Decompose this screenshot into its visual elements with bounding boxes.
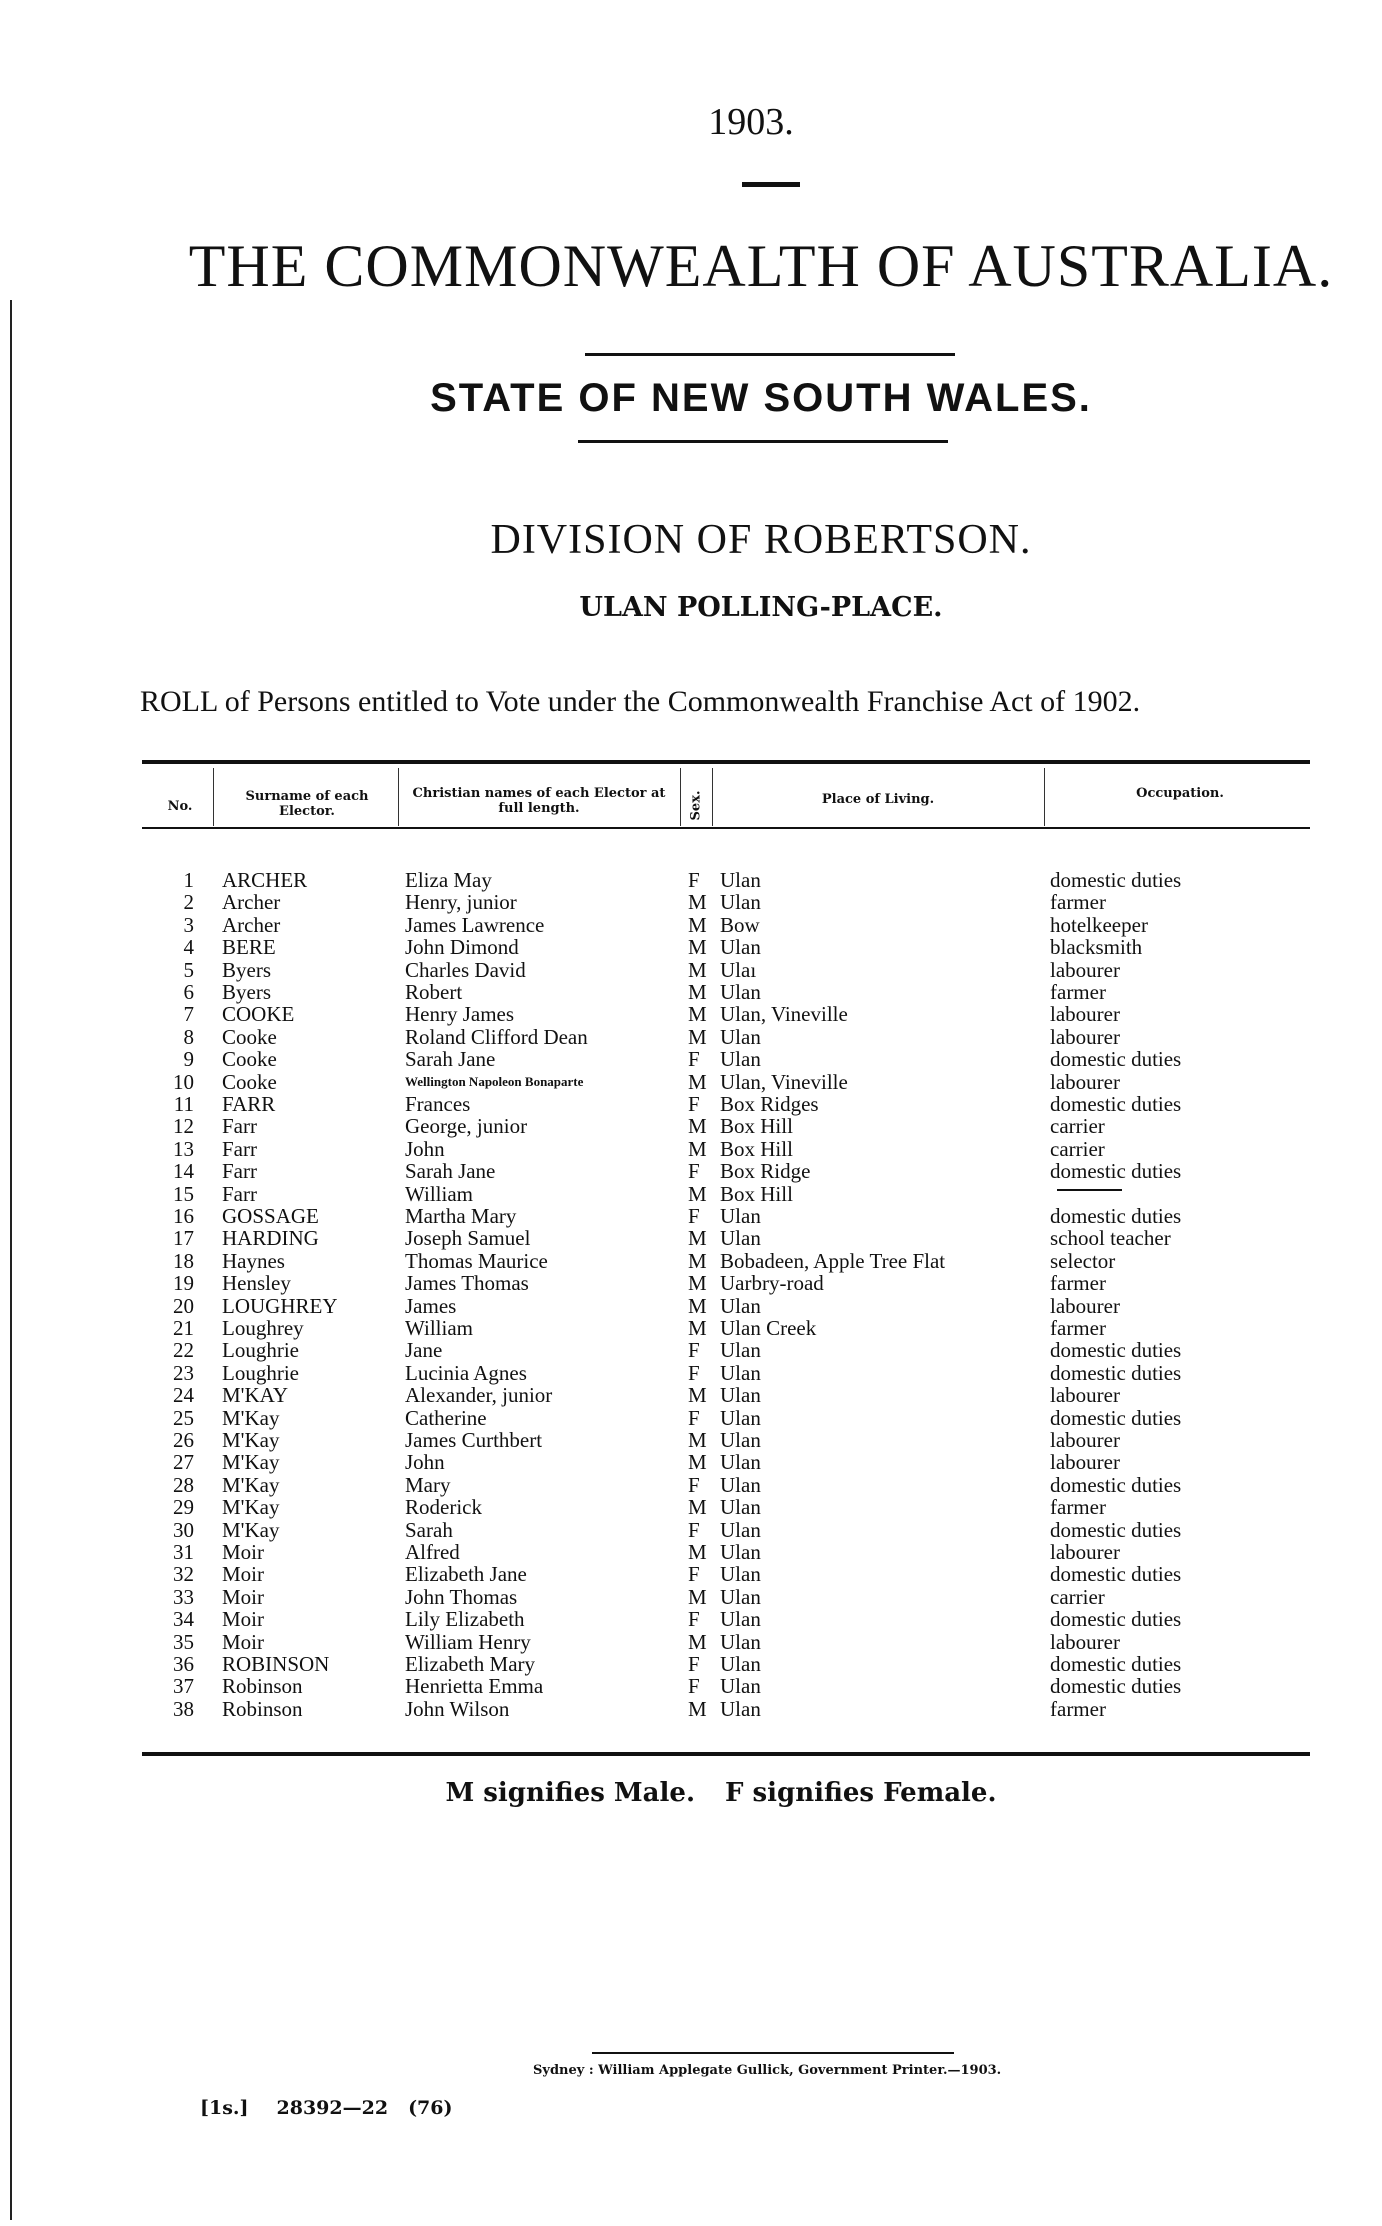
cell-surname: M'KAY <box>222 1383 289 1407</box>
cell-number: 37 <box>173 1674 194 1698</box>
table-row <box>0 1450 1382 1472</box>
table-row <box>0 1518 1382 1540</box>
cell-number: 24 <box>173 1383 194 1407</box>
cell-occupation: labourer <box>1050 1383 1120 1407</box>
table-row <box>0 1204 1382 1226</box>
cell-christian-names: Joseph Samuel <box>405 1226 531 1250</box>
cell-surname: Farr <box>222 1114 257 1138</box>
cell-christian-names: Robert <box>405 980 463 1004</box>
cell-surname: Archer <box>222 913 281 937</box>
cell-number: 18 <box>173 1249 194 1273</box>
table-row <box>0 958 1382 980</box>
table-row <box>0 1674 1382 1696</box>
column-header-christian: Christian names of each Elector at full length. <box>412 786 666 816</box>
cell-place-of-living: Bobadeen, Apple Tree Flat <box>720 1249 946 1273</box>
cell-number: 2 <box>183 890 194 914</box>
cell-sex: M <box>688 958 707 982</box>
year-divider <box>742 182 800 187</box>
cell-christian-names: John <box>405 1137 445 1161</box>
cell-surname: Farr <box>222 1182 257 1206</box>
cell-number: 14 <box>173 1159 194 1183</box>
cell-christian-names: Jane <box>405 1338 443 1362</box>
column-header-place: Place of Living. <box>821 792 935 807</box>
cell-surname: Moir <box>222 1562 264 1586</box>
cell-place-of-living: Ulan <box>720 1383 761 1407</box>
cell-surname: Moir <box>222 1585 264 1609</box>
cell-sex: M <box>688 1697 707 1721</box>
cell-place-of-living: Ulan <box>720 1630 761 1654</box>
table-row <box>0 1473 1382 1495</box>
cell-occupation: domestic duties <box>1050 1473 1182 1497</box>
cell-occupation: domestic duties <box>1050 1562 1182 1586</box>
cell-sex: F <box>688 1406 700 1430</box>
cell-place-of-living: Ulan <box>720 1652 761 1676</box>
cell-christian-names: Sarah <box>405 1518 453 1542</box>
cell-surname: Moir <box>222 1607 264 1631</box>
cell-sex: F <box>688 1473 700 1497</box>
table-row <box>0 1495 1382 1517</box>
cell-surname: Robinson <box>222 1697 303 1721</box>
printer-imprint: Sydney : William Applegate Gullick, Government Printer.—1903. <box>533 2063 1002 2078</box>
table-row <box>0 1002 1382 1024</box>
column-header-sex: Sex. <box>688 790 704 821</box>
cell-occupation: school teacher <box>1050 1226 1171 1250</box>
cell-number: 28 <box>173 1473 194 1497</box>
cell-number: 36 <box>173 1652 194 1676</box>
table-row <box>0 1361 1382 1383</box>
cell-occupation: carrier <box>1050 1137 1105 1161</box>
cell-occupation: labourer <box>1050 1428 1120 1452</box>
cell-place-of-living: Ulan <box>720 1428 761 1452</box>
cell-surname: M'Kay <box>222 1450 280 1474</box>
cell-sex: M <box>688 1070 707 1094</box>
table-row <box>0 1607 1382 1629</box>
cell-sex: M <box>688 1585 707 1609</box>
table-header-rule <box>142 827 1310 829</box>
table-row <box>0 868 1382 890</box>
cell-occupation: domestic duties <box>1050 1652 1182 1676</box>
table-row <box>0 1070 1382 1092</box>
table-row <box>0 1562 1382 1584</box>
cell-christian-names: Henry James <box>405 1002 515 1026</box>
table-row <box>0 1159 1382 1181</box>
cell-sex: M <box>688 1294 707 1318</box>
cell-place-of-living: Ulan <box>720 890 761 914</box>
cell-place-of-living: Box Hill <box>720 1137 793 1161</box>
cell-christian-names: Henry, junior <box>405 890 517 914</box>
cell-occupation: farmer <box>1050 1271 1106 1295</box>
cell-sex: F <box>688 1338 700 1362</box>
cell-sex: M <box>688 1450 707 1474</box>
cell-place-of-living: Ulan, Vineville <box>720 1070 848 1094</box>
state-top-rule <box>585 353 955 356</box>
table-row <box>0 1338 1382 1360</box>
cell-sex: M <box>688 1226 707 1250</box>
cell-place-of-living: Ulan <box>720 1585 761 1609</box>
table-row <box>0 1092 1382 1114</box>
cell-sex: M <box>688 1137 707 1161</box>
cell-sex: M <box>688 1428 707 1452</box>
year-heading: 1903. <box>708 101 794 143</box>
cell-number: 10 <box>173 1070 194 1094</box>
legend-male: M signifies Male. <box>445 1778 695 1808</box>
cell-occupation: farmer <box>1050 1495 1106 1519</box>
table-row <box>0 1540 1382 1562</box>
cell-place-of-living: Ulan <box>720 1294 761 1318</box>
cell-christian-names: James <box>405 1294 457 1318</box>
cell-number: 3 <box>183 913 194 937</box>
cell-sex: M <box>688 1383 707 1407</box>
cell-sex: F <box>688 1092 700 1116</box>
cell-number: 26 <box>173 1428 194 1452</box>
cell-sex: M <box>688 1495 707 1519</box>
cell-number: 7 <box>183 1002 194 1026</box>
cell-surname: BERE <box>222 935 276 959</box>
cell-sex: M <box>688 935 707 959</box>
cell-christian-names: Lily Elizabeth <box>405 1607 525 1631</box>
cell-christian-names: John Wilson <box>405 1697 510 1721</box>
cell-surname: M'Kay <box>222 1473 280 1497</box>
cell-occupation: farmer <box>1050 1316 1106 1340</box>
cell-number: 12 <box>173 1114 194 1138</box>
cell-surname: GOSSAGE <box>222 1204 319 1228</box>
column-divider <box>712 768 713 826</box>
cell-occupation: farmer <box>1050 890 1106 914</box>
cell-number: 16 <box>173 1204 194 1228</box>
cell-sex: M <box>688 1025 707 1049</box>
cell-place-of-living: Ulan <box>720 1697 761 1721</box>
cell-christian-names: Eliza May <box>405 868 492 892</box>
cell-surname: Moir <box>222 1630 264 1654</box>
cell-number: 21 <box>173 1316 194 1340</box>
table-row <box>0 913 1382 935</box>
cell-surname: Loughrie <box>222 1338 299 1362</box>
cell-occupation: labourer <box>1050 1025 1120 1049</box>
cell-sex: F <box>688 1562 700 1586</box>
cell-place-of-living: Ulan <box>720 980 761 1004</box>
cell-christian-names: Alexander, junior <box>405 1383 553 1407</box>
cell-sex: F <box>688 868 700 892</box>
cell-occupation: domestic duties <box>1050 868 1182 892</box>
cell-occupation: domestic duties <box>1050 1607 1182 1631</box>
cell-occupation: carrier <box>1050 1585 1105 1609</box>
cell-place-of-living: Ulan <box>720 1361 761 1385</box>
cell-number: 5 <box>183 958 194 982</box>
cell-sex: M <box>688 980 707 1004</box>
cell-occupation: domestic duties <box>1050 1159 1182 1183</box>
ref-code: [1s.] <box>200 2097 249 2119</box>
cell-christian-names: Charles David <box>405 958 526 982</box>
table-row <box>0 980 1382 1002</box>
column-header-no: No. <box>167 799 193 814</box>
cell-surname: HARDING <box>222 1226 319 1250</box>
cell-surname: Cooke <box>222 1070 277 1094</box>
state-title: STATE OF NEW SOUTH WALES. <box>430 376 1092 420</box>
cell-surname: Cooke <box>222 1047 277 1071</box>
table-row <box>0 1025 1382 1047</box>
cell-number: 35 <box>173 1630 194 1654</box>
cell-occupation: labourer <box>1050 1002 1120 1026</box>
cell-christian-names: Henrietta Emma <box>405 1674 544 1698</box>
cell-place-of-living: Ulan <box>720 1562 761 1586</box>
cell-number: 20 <box>173 1294 194 1318</box>
cell-occupation: domestic duties <box>1050 1361 1182 1385</box>
cell-number: 23 <box>173 1361 194 1385</box>
table-row <box>0 1406 1382 1428</box>
commonwealth-title: THE COMMONWEALTH OF AUSTRALIA. <box>188 233 1334 299</box>
cell-occupation: selector <box>1050 1249 1116 1273</box>
cell-christian-names: James Thomas <box>405 1271 529 1295</box>
table-row <box>0 890 1382 912</box>
cell-sex: M <box>688 1316 707 1340</box>
cell-number: 9 <box>183 1047 194 1071</box>
cell-place-of-living: Ulan <box>720 1607 761 1631</box>
cell-occupation: domestic duties <box>1050 1092 1182 1116</box>
cell-place-of-living: Ulan <box>720 1406 761 1430</box>
cell-place-of-living: Ulan <box>720 868 761 892</box>
cell-place-of-living: Ulan, Vineville <box>720 1002 848 1026</box>
column-header-surname: Surname of each Elector. <box>245 789 369 819</box>
cell-christian-names: Elizabeth Mary <box>405 1652 536 1676</box>
table-row <box>0 935 1382 957</box>
cell-surname: M'Kay <box>222 1406 280 1430</box>
cell-christian-names: Lucinia Agnes <box>405 1361 527 1385</box>
cell-sex: M <box>688 913 707 937</box>
cell-christian-names: Sarah Jane <box>405 1159 496 1183</box>
legend-female: F signifies Female. <box>725 1778 997 1808</box>
cell-surname: Farr <box>222 1159 257 1183</box>
cell-place-of-living: Ulan <box>720 1540 761 1564</box>
cell-occupation: farmer <box>1050 1697 1106 1721</box>
cell-sex: M <box>688 1249 707 1273</box>
table-row <box>0 1630 1382 1652</box>
cell-christian-names: John <box>405 1450 445 1474</box>
cell-surname: LOUGHREY <box>222 1294 338 1318</box>
cell-place-of-living: Ulan <box>720 935 761 959</box>
occupation-blank-dash <box>1057 1189 1122 1191</box>
cell-christian-names: George, junior <box>405 1114 528 1138</box>
cell-number: 6 <box>183 980 194 1004</box>
cell-surname: M'Kay <box>222 1518 280 1542</box>
cell-number: 31 <box>173 1540 194 1564</box>
table-row <box>0 1697 1382 1719</box>
cell-occupation: farmer <box>1050 980 1106 1004</box>
cell-number: 32 <box>173 1562 194 1586</box>
cell-sex: F <box>688 1361 700 1385</box>
cell-sex: M <box>688 1271 707 1295</box>
cell-surname: COOKE <box>222 1002 295 1026</box>
cell-sex: M <box>688 1182 707 1206</box>
cell-number: 13 <box>173 1137 194 1161</box>
table-row <box>0 1652 1382 1674</box>
column-header-occupation: Occupation. <box>1136 786 1224 801</box>
cell-place-of-living: Ulan Creek <box>720 1316 817 1340</box>
cell-place-of-living: Bow <box>720 913 760 937</box>
column-divider <box>1044 768 1045 826</box>
cell-sex: F <box>688 1652 700 1676</box>
cell-occupation: labourer <box>1050 1630 1120 1654</box>
cell-place-of-living: Box Hill <box>720 1114 793 1138</box>
column-divider <box>398 768 399 826</box>
cell-occupation: labourer <box>1050 1294 1120 1318</box>
cell-number: 17 <box>173 1226 194 1250</box>
cell-place-of-living: Box Ridge <box>720 1159 811 1183</box>
cell-sex: M <box>688 1540 707 1564</box>
cell-sex: F <box>688 1159 700 1183</box>
cell-number: 1 <box>183 868 194 892</box>
cell-sex: M <box>688 1114 707 1138</box>
cell-christian-names: Roderick <box>405 1495 482 1519</box>
cell-sex: F <box>688 1607 700 1631</box>
cell-surname: M'Kay <box>222 1495 280 1519</box>
cell-sex: F <box>688 1674 700 1698</box>
cell-christian-names: William Henry <box>405 1630 531 1654</box>
cell-number: 38 <box>173 1697 194 1721</box>
table-row <box>0 1137 1382 1159</box>
cell-surname: Haynes <box>222 1249 285 1273</box>
cell-place-of-living: Ulan <box>720 1047 761 1071</box>
polling-place-title: ULAN POLLING-PLACE. <box>579 592 943 623</box>
table-bottom-rule <box>142 1752 1310 1756</box>
reference-line <box>200 2097 452 2119</box>
cell-place-of-living: Ulan <box>720 1226 761 1250</box>
cell-occupation: hotelkeeper <box>1050 913 1148 937</box>
cell-sex: M <box>688 890 707 914</box>
cell-number: 11 <box>173 1092 194 1116</box>
cell-surname: FARR <box>222 1092 276 1116</box>
table-row <box>0 1114 1382 1136</box>
cell-christian-names: Frances <box>405 1092 471 1116</box>
cell-christian-names: Mary <box>405 1473 451 1497</box>
cell-place-of-living: Box Ridges <box>720 1092 819 1116</box>
cell-occupation: blacksmith <box>1050 935 1143 959</box>
cell-christian-names: Thomas Maurice <box>405 1249 548 1273</box>
cell-occupation: carrier <box>1050 1114 1105 1138</box>
cell-christian-names: William <box>405 1182 473 1206</box>
cell-surname: Moir <box>222 1540 264 1564</box>
table-row <box>0 1294 1382 1316</box>
table-top-rule <box>142 760 1310 764</box>
ref-page: (76) <box>408 2097 453 2119</box>
cell-surname: ARCHER <box>222 868 308 892</box>
cell-number: 34 <box>173 1607 194 1631</box>
table-row <box>0 1383 1382 1405</box>
cell-number: 8 <box>183 1025 194 1049</box>
cell-christian-names: Catherine <box>405 1406 487 1430</box>
cell-number: 19 <box>173 1271 194 1295</box>
cell-place-of-living: Ulan <box>720 1495 761 1519</box>
sex-legend <box>0 1778 1382 1808</box>
cell-surname: Loughrie <box>222 1361 299 1385</box>
cell-surname: Loughrey <box>222 1316 304 1340</box>
cell-christian-names: John Thomas <box>405 1585 518 1609</box>
cell-occupation: labourer <box>1050 1540 1120 1564</box>
cell-christian-names: Roland Clifford Dean <box>405 1025 588 1049</box>
cell-occupation: domestic duties <box>1050 1338 1182 1362</box>
cell-place-of-living: Ulan <box>720 1025 761 1049</box>
cell-christian-names: Alfred <box>405 1540 460 1564</box>
cell-place-of-living: Ulan <box>720 1518 761 1542</box>
column-divider <box>213 768 214 826</box>
state-bottom-rule <box>578 440 948 443</box>
cell-occupation: domestic duties <box>1050 1204 1182 1228</box>
cell-occupation: domestic duties <box>1050 1406 1182 1430</box>
table-row <box>0 1249 1382 1271</box>
cell-place-of-living: Ulan <box>720 1338 761 1362</box>
cell-occupation: domestic duties <box>1050 1518 1182 1542</box>
cell-christian-names: James Lawrence <box>405 913 545 937</box>
table-row <box>0 1428 1382 1450</box>
table-row <box>0 1316 1382 1338</box>
cell-occupation: labourer <box>1050 958 1120 982</box>
cell-number: 25 <box>173 1406 194 1430</box>
cell-christian-names: Sarah Jane <box>405 1047 496 1071</box>
cell-surname: Cooke <box>222 1025 277 1049</box>
cell-number: 29 <box>173 1495 194 1519</box>
cell-number: 15 <box>173 1182 194 1206</box>
cell-surname: Hensley <box>222 1271 291 1295</box>
cell-number: 33 <box>173 1585 194 1609</box>
cell-christian-names: William <box>405 1316 473 1340</box>
cell-place-of-living: Ulan <box>720 1473 761 1497</box>
printer-rule <box>592 2052 954 2054</box>
cell-occupation: labourer <box>1050 1070 1120 1094</box>
cell-sex: F <box>688 1518 700 1542</box>
cell-sex: F <box>688 1047 700 1071</box>
cell-christian-names: John Dimond <box>405 935 519 959</box>
table-row <box>0 1226 1382 1248</box>
cell-number: 27 <box>173 1450 194 1474</box>
cell-surname: Byers <box>222 958 271 982</box>
cell-christian-names: James Curthbert <box>405 1428 543 1452</box>
table-row <box>0 1182 1382 1204</box>
cell-number: 4 <box>183 935 194 959</box>
cell-occupation: domestic duties <box>1050 1674 1182 1698</box>
cell-place-of-living: Box Hill <box>720 1182 793 1206</box>
cell-place-of-living: Ulan <box>720 1204 761 1228</box>
cell-sex: M <box>688 1002 707 1026</box>
cell-occupation: labourer <box>1050 1450 1120 1474</box>
cell-surname: Byers <box>222 980 271 1004</box>
cell-number: 30 <box>173 1518 194 1542</box>
column-divider <box>680 768 681 826</box>
cell-surname: Archer <box>222 890 281 914</box>
cell-number: 22 <box>173 1338 194 1362</box>
roll-title: ROLL of Persons entitled to Vote under the Commonwealth Franchise Act of 1902. <box>140 685 1141 718</box>
cell-sex: F <box>688 1204 700 1228</box>
cell-occupation: domestic duties <box>1050 1047 1182 1071</box>
cell-surname: ROBINSON <box>222 1652 330 1676</box>
cell-christian-names: Martha Mary <box>405 1204 517 1228</box>
cell-place-of-living: Ulaı <box>720 958 757 982</box>
cell-place-of-living: Ulan <box>720 1450 761 1474</box>
cell-sex: M <box>688 1630 707 1654</box>
cell-surname: M'Kay <box>222 1428 280 1452</box>
division-title: DIVISION OF ROBERTSON. <box>490 517 1032 563</box>
ref-number: 28392—22 <box>276 2097 389 2119</box>
table-row <box>0 1271 1382 1293</box>
table-row <box>0 1585 1382 1607</box>
cell-surname: Farr <box>222 1137 257 1161</box>
cell-place-of-living: Ulan <box>720 1674 761 1698</box>
table-row <box>0 1047 1382 1069</box>
cell-place-of-living: Uarbry-road <box>720 1271 824 1295</box>
cell-christian-names: Elizabeth Jane <box>405 1562 527 1586</box>
cell-christian-names: Wellington Napoleon Bonaparte <box>405 1074 584 1089</box>
cell-surname: Robinson <box>222 1674 303 1698</box>
